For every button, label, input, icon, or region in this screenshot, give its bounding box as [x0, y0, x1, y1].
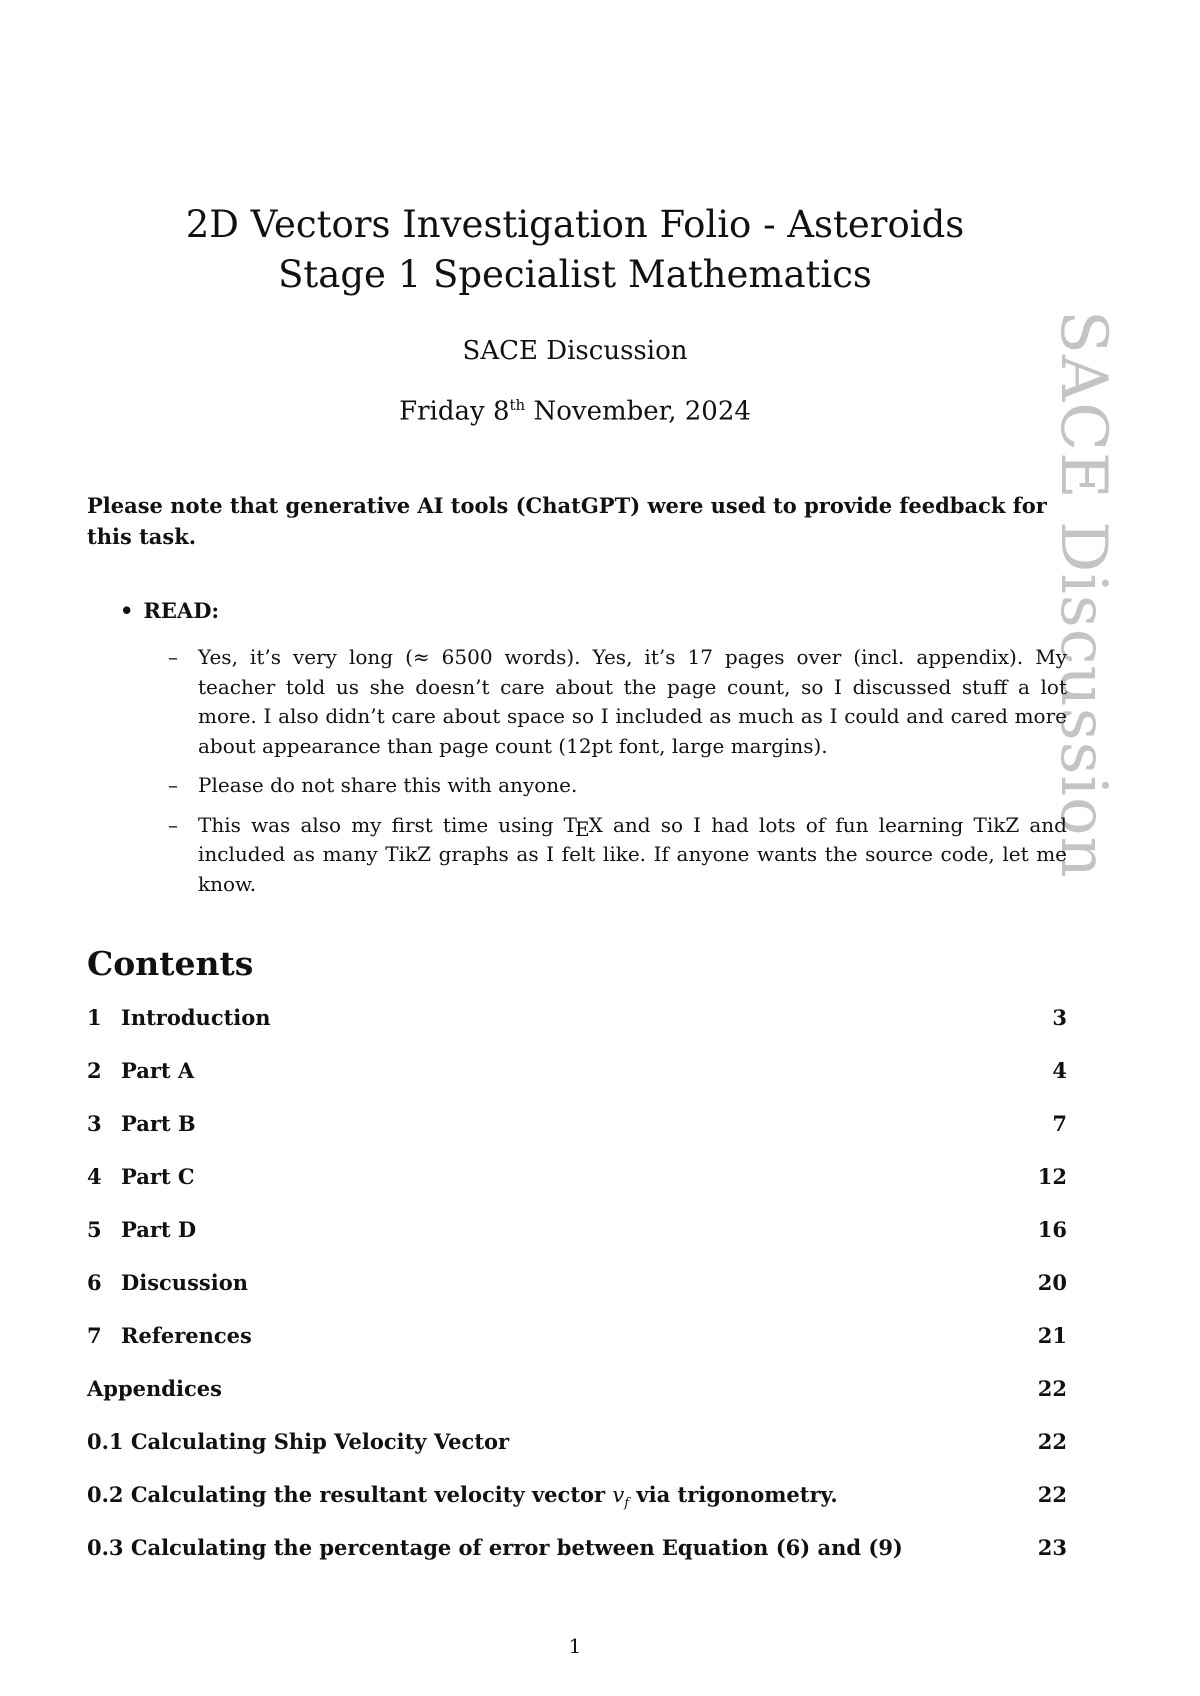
toc-math-variable	[612, 1483, 630, 1512]
toc-math-subscript: f	[624, 1496, 630, 1512]
toc-number: 2	[87, 1058, 102, 1083]
toc-label-before: 0.2 Calculating the resultant velocity vector	[87, 1482, 613, 1507]
toc-entry-references[interactable]	[87, 1323, 1067, 1376]
toc-label: 0.3 Calculating the percentage of error between Equation (6) and (9)	[87, 1535, 903, 1560]
toc-entry-discussion[interactable]	[87, 1270, 1067, 1323]
tex-logo	[563, 812, 603, 841]
toc-page: 22	[1037, 1482, 1067, 1507]
read-heading	[120, 598, 1067, 623]
list-item-text: Please do not share this with anyone.	[198, 773, 578, 797]
toc-label: Appendices	[87, 1376, 222, 1401]
toc-entry-appendix-0-2[interactable]	[87, 1482, 1067, 1535]
toc-number: 1	[87, 1005, 102, 1030]
toc-number: 3	[87, 1111, 102, 1136]
ai-note: Please note that generative AI tools (ChatGPT) were used to provide feedback for this task.	[87, 493, 1047, 549]
dash-icon: –	[168, 773, 178, 797]
toc-label: Part B	[121, 1111, 196, 1136]
toc-label-after: via trigonometry.	[629, 1482, 838, 1507]
toc-number: 6	[87, 1270, 102, 1295]
toc-label: Introduction	[121, 1005, 271, 1030]
toc-page: 21	[1037, 1323, 1067, 1348]
toc-number: 5	[87, 1217, 102, 1242]
toc-entry-part-d[interactable]	[87, 1217, 1067, 1270]
toc-page: 16	[1037, 1217, 1067, 1242]
bullet-icon: •	[120, 598, 134, 623]
toc-page: 23	[1037, 1535, 1067, 1560]
title-line-2: Stage 1 Specialist Mathematics	[278, 253, 872, 296]
toc-entry-appendix-0-3[interactable]	[87, 1535, 1067, 1588]
toc-page: 20	[1037, 1270, 1067, 1295]
tex-logo-x: X	[588, 812, 603, 837]
toc-page: 22	[1037, 1429, 1067, 1454]
list-item-text-before: This was also my first time using	[198, 812, 564, 837]
list-item-text-after: and so I had lots of fun learning TikZ and included as many TikZ graphs as I felt like. If anyone wants the source code, let me know.	[198, 812, 1067, 896]
watermark: SACE Discussion	[1046, 310, 1120, 879]
toc-number: 7	[87, 1323, 102, 1348]
date-superscript: th	[509, 396, 526, 414]
read-heading-label: READ:	[143, 598, 220, 623]
title-block	[0, 200, 1150, 300]
toc-number: 4	[87, 1164, 102, 1189]
author: SACE Discussion	[462, 336, 688, 366]
date-suffix: November, 2024	[525, 396, 751, 427]
read-list	[120, 643, 1067, 899]
toc-entry-part-b[interactable]	[87, 1111, 1067, 1164]
toc-label: 0.1 Calculating Ship Velocity Vector	[87, 1429, 510, 1454]
date	[0, 396, 1150, 427]
toc-page: 12	[1037, 1164, 1067, 1189]
toc-math-base: v	[612, 1483, 625, 1507]
toc-page: 7	[1052, 1111, 1067, 1136]
list-item	[168, 643, 1067, 761]
toc-entry-introduction[interactable]	[87, 1005, 1067, 1058]
title-line-1: 2D Vectors Investigation Folio - Asteroids	[185, 203, 965, 246]
toc-label: Part C	[121, 1164, 195, 1189]
list-item-text: Yes, it’s very long (≈ 6500 words). Yes, it’s 17 pages over (incl. appendix). My teacher told us she doesn’t care about the page count, so I discussed stuff a lot more. I also didn’t care about space so I included as much as I could and cared more about appearance than page count (12pt font, large margins).	[198, 645, 1067, 758]
toc-page: 3	[1052, 1005, 1067, 1030]
list-item	[168, 811, 1067, 900]
contents-title: Contents	[87, 944, 254, 983]
dash-icon: –	[168, 812, 178, 837]
table-of-contents	[87, 1005, 1067, 1588]
toc-entry-appendices[interactable]	[87, 1376, 1067, 1429]
toc-label: Discussion	[121, 1270, 248, 1295]
tex-logo-e: E	[575, 816, 590, 841]
tex-logo-t: T	[563, 812, 577, 837]
toc-page: 22	[1037, 1376, 1067, 1401]
toc-label: Part A	[121, 1058, 195, 1083]
toc-label: Part D	[121, 1217, 197, 1242]
dash-icon: –	[168, 645, 178, 669]
toc-page: 4	[1052, 1058, 1067, 1083]
read-section	[120, 598, 1067, 909]
toc-entry-part-c[interactable]	[87, 1164, 1067, 1217]
toc-entry-part-a[interactable]	[87, 1058, 1067, 1111]
date-prefix: Friday 8	[399, 396, 510, 427]
page-number: 1	[568, 1634, 582, 1658]
toc-entry-appendix-0-1[interactable]	[87, 1429, 1067, 1482]
toc-label: References	[121, 1323, 252, 1348]
list-item	[168, 771, 1067, 801]
